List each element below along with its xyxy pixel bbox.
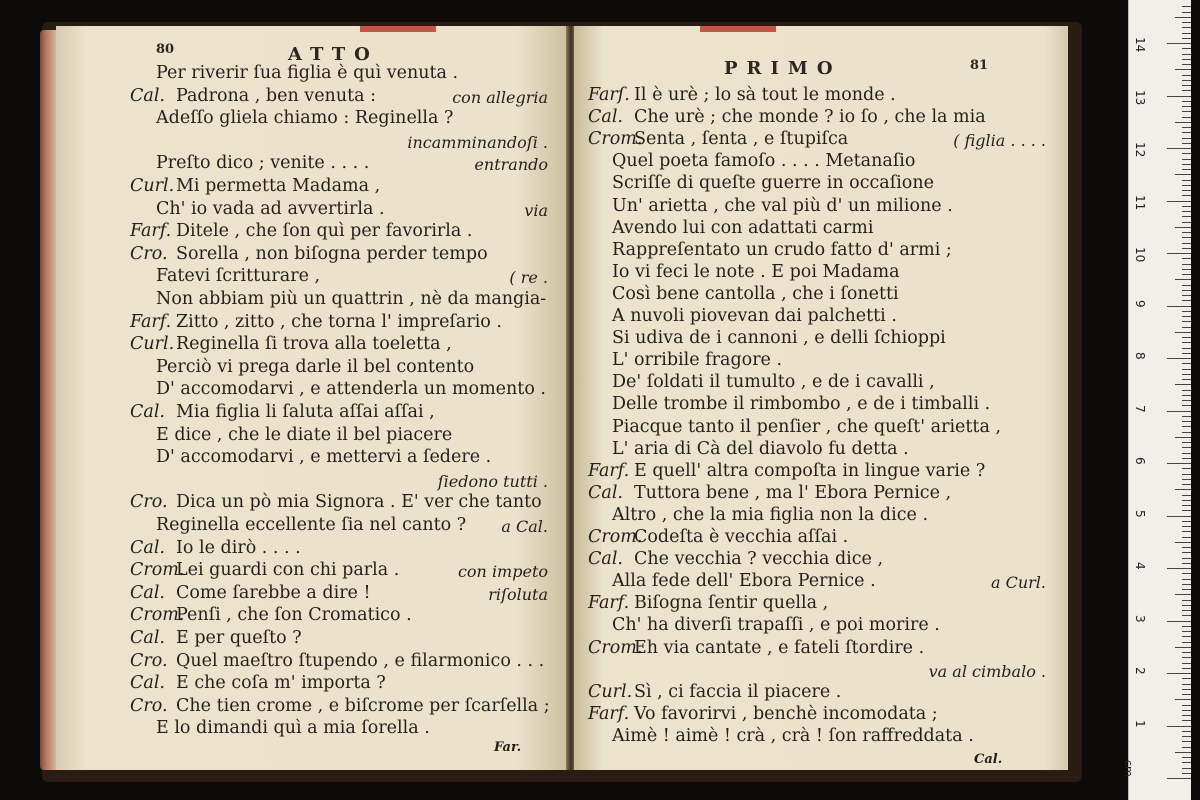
verse-line: E lo dimandi quì a mia ſorella . (156, 718, 430, 739)
ruler-tick (1182, 500, 1191, 501)
ruler-tick (1167, 621, 1191, 622)
ruler-tick (1182, 474, 1191, 475)
verse-line: Penſi , che ſon Cromatico . (176, 605, 412, 626)
verse-line: Eh via cantate , e fateli ſtordire . (634, 637, 925, 658)
ruler-tick (1182, 605, 1191, 606)
ruler-tick (1182, 48, 1191, 49)
ruler-tick (1182, 678, 1191, 679)
ruler-tick (1182, 495, 1191, 496)
verse-line: Un' arietta , che val più d' un milione . (612, 195, 953, 216)
stage-direction: via (524, 200, 548, 220)
ruler-tick (1182, 159, 1191, 160)
ruler-tick (1182, 374, 1191, 375)
ruler-number: 8 (1133, 352, 1147, 360)
left-page-number: 80 (156, 42, 175, 57)
verse-line: Quel poeta famoſo . . . . Metanaſio (612, 151, 916, 172)
ruler-tick (1175, 594, 1191, 595)
ruler-tick (1182, 285, 1191, 286)
ruler-tick (1182, 694, 1191, 695)
ruler-tick (1182, 768, 1191, 769)
speaker-label: Cal. (588, 549, 623, 570)
ruler-tick (1182, 216, 1191, 217)
verse-line: Dica un pò mia Signora . E' ver che tanto (176, 492, 542, 513)
speaker-label: Farf. (588, 460, 630, 481)
right-catchword: Cal. (974, 752, 1003, 767)
verse-line: Scriſſe di queſte guerre in occaſione (612, 173, 934, 194)
ruler-tick (1182, 741, 1191, 742)
ruler-tick (1182, 762, 1191, 763)
ruler-number: 6 (1133, 457, 1147, 465)
ruler-tick (1182, 185, 1191, 186)
ruler-tick (1182, 558, 1191, 559)
ruler-tick (1167, 726, 1191, 727)
right-page (574, 26, 1068, 770)
left-running-header: ATTO (288, 44, 379, 65)
ruler-tick (1182, 468, 1191, 469)
ruler-tick (1182, 447, 1191, 448)
ruler-tick (1182, 59, 1191, 60)
ruler-tick (1182, 432, 1191, 433)
ruler-tick (1182, 663, 1191, 664)
ruler-number: 10 (1133, 247, 1147, 263)
ruler-tick (1182, 369, 1191, 370)
ruler-tick (1182, 342, 1191, 343)
ruler-tick (1182, 421, 1191, 422)
verse-line: Tuttora bene , ma l' Ebora Pernice , (634, 482, 952, 503)
ruler-tick (1175, 542, 1191, 543)
ruler-tick (1182, 458, 1191, 459)
stage-direction: con impeto (457, 562, 548, 582)
ruler-tick (1182, 715, 1191, 716)
ruler-tick (1182, 138, 1191, 139)
ruler-tick (1182, 169, 1191, 170)
ruler-tick (1182, 117, 1191, 118)
ruler-tick (1167, 358, 1191, 359)
ruler-number: 12 (1133, 142, 1147, 158)
verse-line: Piacque tanto il penſier , che queſt' arietta , (612, 416, 1002, 437)
verse-line: Biſogna ſentir quella , (634, 593, 829, 614)
verse-line: Reginella ſi trova alla toeletta , (176, 334, 452, 355)
ruler-tick (1182, 426, 1191, 427)
ruler-tick (1182, 453, 1191, 454)
ruler-tick (1175, 647, 1191, 648)
stage-direction: va al cimbalo . (928, 661, 1046, 681)
verse-line: Sì , ci faccia il piacere . (634, 681, 842, 702)
ruler-tick (1182, 316, 1191, 317)
ruler-tick (1182, 390, 1191, 391)
ruler-tick (1182, 395, 1191, 396)
verse-line: Avendo lui con adattati carmi (612, 217, 874, 238)
ruler-tick (1182, 111, 1191, 112)
ruler-tick (1167, 516, 1191, 517)
stage-direction: a Cal. (501, 517, 548, 536)
ruler-tick (1182, 269, 1191, 270)
ruler-tick (1182, 579, 1191, 580)
ruler-tick (1182, 442, 1191, 443)
ruler-tick (1167, 201, 1191, 202)
ruler-tick (1182, 379, 1191, 380)
ruler-tick (1182, 636, 1191, 637)
speaker-label: Cro. (130, 650, 168, 671)
ruler-tick (1167, 411, 1191, 412)
ruler-tick (1182, 631, 1191, 632)
left-catchword: Far. (494, 740, 522, 755)
measuring-ruler (1122, 0, 1191, 800)
speaker-label: Crom. (588, 637, 643, 658)
speaker-label: Curl. (130, 334, 175, 355)
verse-line: Non abbiam più un quattrin , nè da mangia- (156, 289, 547, 309)
verse-line: Altro , che la mia figlia non la dice . (612, 504, 929, 525)
bookmark-ribbon-right (700, 26, 776, 32)
verse-line: Vo favorirvi , benchè incomodata ; (634, 703, 938, 724)
ruler-tick (1182, 64, 1191, 65)
verse-line: D' accomodarvi , e attenderla un momento . (156, 379, 546, 400)
ruler-tick (1175, 489, 1191, 490)
speaker-label: Crom. (130, 560, 185, 581)
verse-line: D' accomodarvi , e mettervi a ſedere . (156, 447, 492, 468)
verse-line: Ch' ha diverſi trapaſſi , e poi morire . (612, 615, 940, 636)
speaker-label: Crom. (588, 527, 643, 547)
ruler-tick (1182, 353, 1191, 354)
speaker-label: Cro. (130, 243, 168, 264)
right-page-number: 81 (970, 58, 989, 73)
verse-line: Codeſta è vecchia aſſai . (634, 527, 849, 547)
speaker-label: Cro. (130, 492, 168, 513)
ruler-number: 13 (1133, 89, 1147, 105)
ruler-tick (1182, 705, 1191, 706)
ruler-tick (1175, 384, 1191, 385)
stage-direction: con allegria (452, 87, 548, 107)
ruler-tick (1182, 773, 1191, 774)
verse-line: Lei guardi con chi parla . (176, 560, 400, 581)
bookmark-ribbon-left (360, 26, 436, 32)
ruler-tick (1182, 290, 1191, 291)
ruler-tick (1182, 400, 1191, 401)
ruler-tick (1182, 720, 1191, 721)
ruler-tick (1182, 321, 1191, 322)
ruler-tick (1182, 657, 1191, 658)
ruler-tick (1182, 248, 1191, 249)
ruler-tick (1182, 615, 1191, 616)
ruler-tick (1182, 106, 1191, 107)
ruler-unit-label: cm (1122, 760, 1135, 777)
speaker-label: Crom. (588, 129, 643, 150)
speaker-label: Cro. (130, 695, 168, 716)
ruler-tick (1182, 731, 1191, 732)
ruler-tick (1182, 6, 1191, 7)
verse-line: Rappreſentato un crudo fatto d' armi ; (612, 239, 952, 260)
verse-line: Fatevi ſcritturare , (156, 266, 321, 287)
verse-line: De' ſoldati il tumulto , e de i cavalli , (612, 372, 935, 393)
ruler-tick (1182, 127, 1191, 128)
ruler-tick (1182, 736, 1191, 737)
ruler-tick (1182, 132, 1191, 133)
speaker-label: Curl. (588, 681, 633, 702)
ruler-tick (1182, 300, 1191, 301)
ruler-tick (1182, 38, 1191, 39)
verse-line: Io vi feci le note . E poi Madama (612, 261, 900, 282)
right-running-header: PRIMO (724, 58, 842, 79)
ruler-tick (1182, 90, 1191, 91)
ruler-tick (1182, 33, 1191, 34)
ruler-number: 2 (1133, 667, 1147, 675)
stage-direction: riſoluta (488, 584, 548, 604)
ruler-tick (1182, 405, 1191, 406)
verse-line: Sorella , non biſogna perder tempo (176, 243, 488, 264)
stage-direction: incamminandoſi . (407, 132, 548, 152)
verse-line: Adeſſo gliela chiamo : Reginella ? (156, 108, 454, 129)
verse-line: Mia figlia li ſaluta aſſai aſſai , (176, 402, 435, 422)
speaker-label: Cal. (130, 537, 165, 558)
ruler-tick (1167, 306, 1191, 307)
stage-direction: entrando (474, 155, 548, 175)
ruler-tick (1182, 243, 1191, 244)
ruler-tick (1182, 600, 1191, 601)
ruler-tick (1175, 69, 1191, 70)
verse-line: Si udiva de i cannoni , e delli ſchioppi (612, 328, 946, 349)
ruler-tick (1182, 479, 1191, 480)
ruler-tick (1182, 54, 1191, 55)
verse-line: Reginella eccellente ſia nel canto ? (156, 515, 467, 535)
ruler-tick (1167, 43, 1191, 44)
ruler-tick (1182, 237, 1191, 238)
ruler-tick (1182, 416, 1191, 417)
ruler-tick (1182, 510, 1191, 511)
verse-line: Quel maeſtro ſtupendo , e filarmonico . . . (176, 650, 545, 671)
ruler-tick (1182, 101, 1191, 102)
speaker-label: Crom. (130, 605, 185, 626)
verse-line: E che coſa m' importa ? (176, 673, 386, 694)
ruler-tick (1182, 610, 1191, 611)
ruler-tick (1175, 227, 1191, 228)
ruler-tick (1182, 526, 1191, 527)
verse-line: Zitto , zitto , che torna l' impreſario . (176, 311, 502, 332)
verse-line: Perciò vi prega darle il bel contento (156, 356, 475, 377)
ruler-tick (1182, 80, 1191, 81)
ruler-tick (1182, 12, 1191, 13)
speaker-label: Cal. (588, 482, 623, 503)
ruler-tick (1175, 332, 1191, 333)
ruler-tick (1175, 279, 1191, 280)
verse-line: Alla fede dell' Ebora Pernice . (612, 571, 876, 592)
verse-line: L' orribile fragore . (612, 350, 783, 371)
ruler-number: 9 (1133, 299, 1147, 308)
verse-line: L' aria di Cà del diavolo fu detta . (612, 438, 909, 459)
ruler-tick (1182, 348, 1191, 349)
left-page (56, 26, 568, 770)
verse-line: Così bene cantolla , che i ſonetti (612, 283, 899, 304)
ruler-tick (1167, 96, 1191, 97)
ruler-tick (1182, 222, 1191, 223)
speaker-label: Cal. (130, 402, 165, 422)
verse-line: Come ſarebbe a dire ! (176, 582, 371, 603)
ruler-tick (1182, 589, 1191, 590)
ruler-tick (1175, 174, 1191, 175)
verse-line: Per riverir ſua figlia è quì venuta . (156, 63, 459, 83)
ruler-number: 11 (1133, 194, 1147, 210)
stage-direction: ſiedono tutti . (437, 471, 548, 491)
ruler-tick (1175, 752, 1191, 753)
ruler-tick (1182, 573, 1191, 574)
verse-line: Preſto dico ; venite . . . . (156, 153, 370, 174)
ruler-number: 4 (1133, 562, 1147, 570)
speaker-label: Cal. (130, 85, 165, 106)
verse-line: Delle trombe il rimbombo , e de i timballi . (612, 394, 991, 415)
ruler-tick (1182, 258, 1191, 259)
verse-line: Ditele , che ſon quì per favorirla . (176, 221, 473, 242)
verse-line: E quell' altra compoſta in lingue varie ? (634, 460, 986, 481)
speaker-label: Cal. (130, 673, 165, 694)
ruler-tick (1182, 684, 1191, 685)
ruler-tick (1182, 180, 1191, 181)
ruler-tick (1182, 484, 1191, 485)
ruler-tick (1182, 747, 1191, 748)
ruler-number: 5 (1133, 509, 1147, 518)
page-edges (40, 30, 56, 770)
ruler-tick (1182, 652, 1191, 653)
ruler-tick (1182, 552, 1191, 553)
ruler-tick (1182, 211, 1191, 212)
ruler-tick (1182, 22, 1191, 23)
ruler-tick (1182, 337, 1191, 338)
stage-direction: ( figlia . . . . (953, 131, 1046, 151)
ruler-number: 3 (1133, 614, 1147, 623)
ruler-tick (1182, 75, 1191, 76)
ruler-tick (1182, 85, 1191, 86)
verse-line: Senta , ſenta , e ſtupiſca (634, 129, 849, 150)
verse-line: Io le dirò . . . . (176, 537, 301, 558)
ruler-tick (1182, 295, 1191, 296)
ruler-tick (1182, 521, 1191, 522)
verse-line: Aimè ! aimè ! crà , crà ! ſon raffreddata . (612, 725, 974, 746)
verse-line: A nuvoli piovevan dai palchetti . (612, 306, 897, 326)
ruler-tick (1175, 699, 1191, 700)
ruler-tick (1182, 327, 1191, 328)
ruler-tick (1167, 568, 1191, 569)
ruler-tick (1182, 153, 1191, 154)
speaker-label: Farf. (588, 703, 630, 724)
ruler-number: 1 (1133, 719, 1147, 728)
ruler-tick (1182, 274, 1191, 275)
ruler-tick (1175, 17, 1191, 18)
ruler-tick (1182, 757, 1191, 758)
verse-line: Il è urè ; lo sà tout le monde . (634, 85, 896, 105)
verse-line: Che urè ; che monde ? io ſo , che la mia (634, 107, 986, 128)
ruler-tick (1182, 27, 1191, 28)
verse-line: Padrona , ben venuta : (176, 85, 377, 106)
verse-line: Che tien crome , e biſcrome per ſcarſella ; (176, 695, 550, 716)
ruler-tick (1182, 547, 1191, 548)
stage-direction: a Curl. (990, 573, 1046, 593)
ruler-tick (1182, 164, 1191, 165)
verse-line: E per queſto ? (176, 628, 302, 648)
speaker-label: Farf. (588, 593, 630, 614)
speaker-label: Farſ. (588, 85, 630, 105)
ruler-tick (1182, 531, 1191, 532)
ruler-tick (1167, 778, 1191, 779)
ruler-tick (1182, 190, 1191, 191)
ruler-tick (1182, 505, 1191, 506)
ruler-tick (1175, 437, 1191, 438)
ruler-tick (1182, 311, 1191, 312)
ruler-tick (1182, 626, 1191, 627)
ruler-tick (1175, 122, 1191, 123)
ruler-tick (1182, 537, 1191, 538)
stage-direction: ( re . (509, 268, 548, 288)
ruler-tick (1167, 253, 1191, 254)
verse-line: Che vecchia ? vecchia dice , (634, 549, 884, 570)
ruler-tick (1182, 642, 1191, 643)
ruler-tick (1167, 673, 1191, 674)
ruler-tick (1167, 148, 1191, 149)
verse-line: Mi permetta Madama , (176, 176, 381, 196)
verse-line: E dice , che le diate il bel piacere (156, 424, 453, 445)
ruler-tick (1182, 710, 1191, 711)
ruler-tick (1182, 689, 1191, 690)
ruler-tick (1182, 195, 1191, 196)
speaker-label: Cal. (130, 628, 165, 648)
ruler-number: 7 (1133, 404, 1147, 413)
ruler-tick (1182, 668, 1191, 669)
ruler-tick (1182, 363, 1191, 364)
verse-line: Ch' io vada ad avvertirla . (156, 198, 385, 219)
speaker-label: Cal. (130, 582, 165, 603)
ruler-tick (1182, 206, 1191, 207)
ruler-number: 14 (1133, 37, 1147, 53)
speaker-label: Cal. (588, 107, 623, 128)
ruler-tick (1182, 563, 1191, 564)
ruler-tick (1182, 584, 1191, 585)
ruler-tick (1182, 264, 1191, 265)
ruler-tick (1167, 463, 1191, 464)
ruler-tick (1182, 232, 1191, 233)
speaker-label: Farf. (130, 311, 172, 332)
speaker-label: Curl. (130, 176, 175, 196)
speaker-label: Farf. (130, 221, 172, 242)
ruler-tick (1182, 143, 1191, 144)
